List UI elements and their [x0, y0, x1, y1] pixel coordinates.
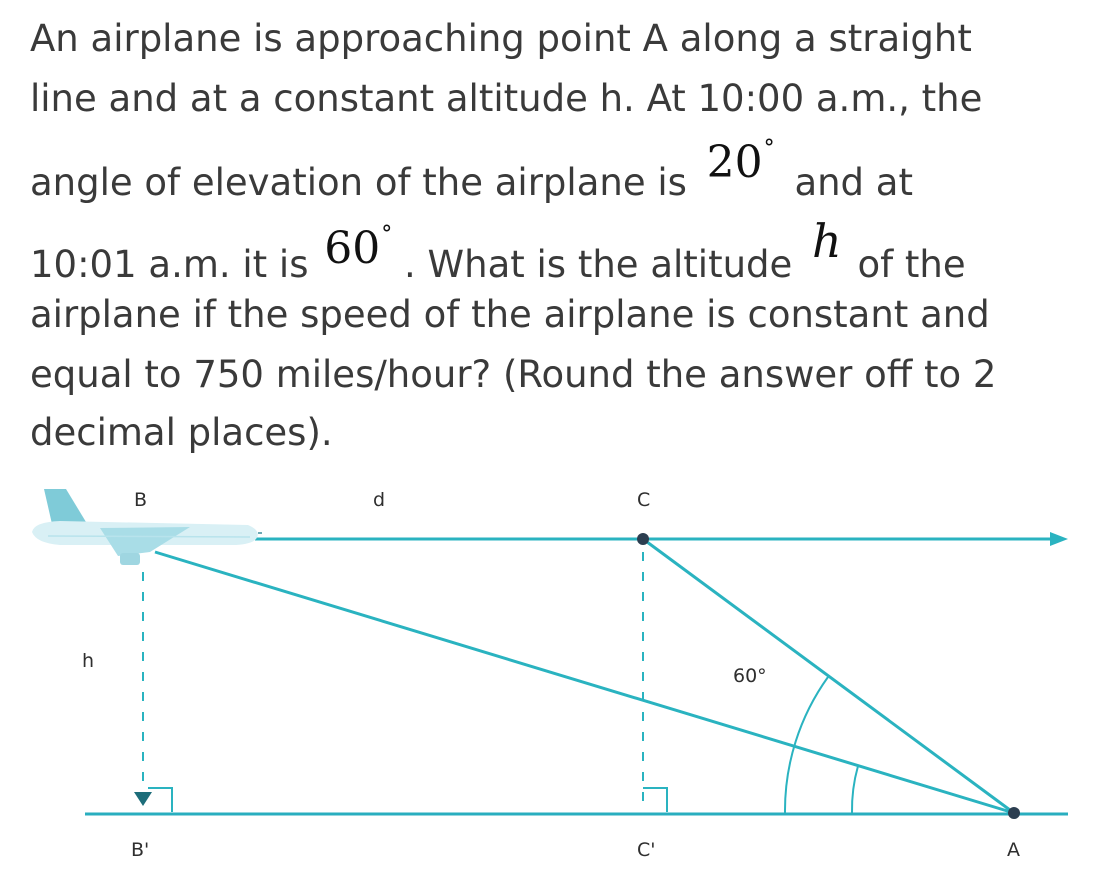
- angle-60-degree: °: [381, 222, 393, 247]
- label-c-prime: C': [637, 839, 656, 861]
- problem-line-4-middle: . What is the altitude: [404, 243, 793, 286]
- problem-line-4-start: 10:01 a.m. it is: [30, 243, 309, 286]
- problem-line-3-start: angle of elevation of the airplane is: [30, 161, 687, 204]
- angle-20-value: 20: [706, 137, 763, 188]
- problem-line-2: line and at a constant altitude h. At 10:00 a.m., the: [30, 77, 983, 120]
- label-angle-60: 60°: [733, 665, 767, 687]
- problem-line-7: decimal places).: [30, 411, 333, 454]
- point-c: [637, 533, 649, 545]
- label-b: B: [134, 489, 148, 511]
- label-a: A: [1007, 839, 1020, 861]
- sight-line-from-b: [155, 552, 1014, 813]
- problem-line-4-end: of the: [857, 243, 966, 286]
- angle-60-value: 60: [324, 223, 381, 274]
- label-b-prime: B': [131, 839, 150, 861]
- flight-direction-arrow: [1050, 532, 1068, 546]
- altitude-h-symbol: h: [812, 214, 842, 268]
- altitude-arrow-head: [134, 792, 152, 806]
- label-c: C: [637, 489, 651, 511]
- angle-20-degree: °: [763, 136, 775, 161]
- label-h: h: [82, 650, 95, 672]
- problem-line-3-end: and at: [794, 161, 913, 204]
- sight-line-from-c: [643, 539, 1014, 813]
- point-a: [1008, 807, 1020, 819]
- angle-arc-small: [852, 766, 858, 813]
- right-angle-marker-b: [148, 788, 172, 812]
- problem-line-1: An airplane is approaching point A along a straight: [30, 17, 972, 60]
- problem-line-6: equal to 750 miles/hour? (Round the answer off to 2: [30, 353, 997, 396]
- problem-line-5: airplane if the speed of the airplane is constant and: [30, 293, 990, 336]
- right-angle-marker-c: [643, 788, 667, 812]
- label-d: d: [373, 489, 386, 511]
